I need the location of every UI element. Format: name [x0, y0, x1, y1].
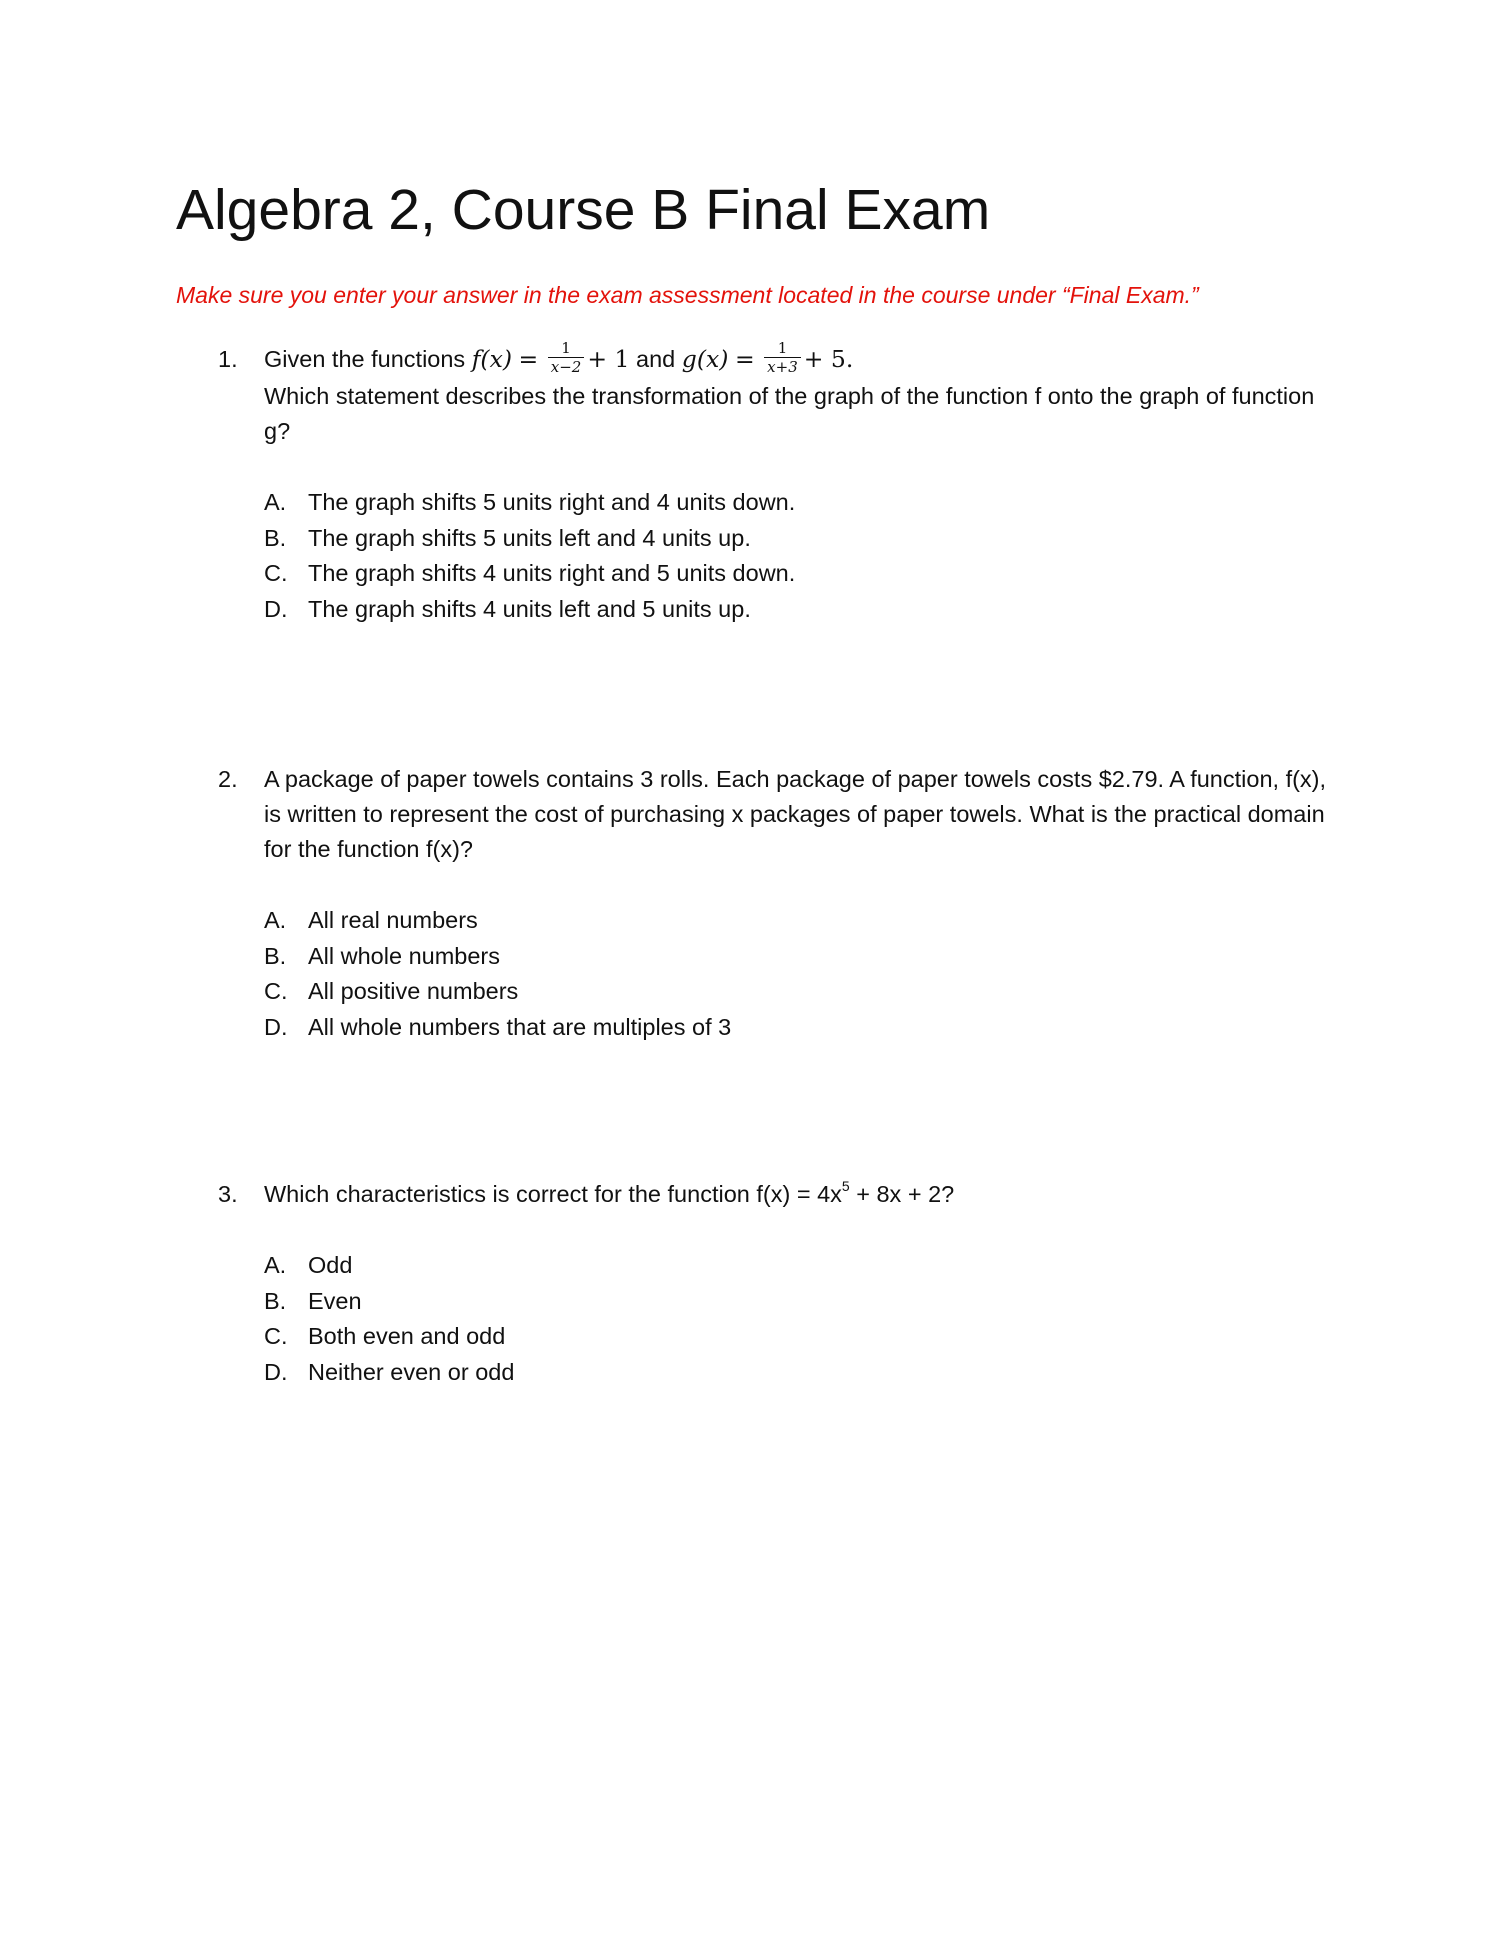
choice-text: Odd	[308, 1252, 353, 1278]
question-number: 3.	[218, 1181, 238, 1207]
choice-item[interactable]	[264, 939, 1338, 975]
question-3	[218, 1177, 1338, 1390]
choice-list	[264, 485, 1338, 627]
choice-letter: A.	[264, 907, 287, 933]
g-var: (x)	[696, 345, 729, 373]
page-title: Algebra 2, Course B Final Exam	[176, 178, 991, 242]
choice-text: The graph shifts 5 units left and 4 units up.	[308, 524, 751, 551]
choice-item[interactable]	[264, 1248, 1338, 1284]
choice-item[interactable]	[264, 592, 1338, 628]
choice-item[interactable]	[264, 1010, 1338, 1046]
choice-item[interactable]	[264, 1355, 1338, 1391]
choice-text: Even	[308, 1287, 362, 1314]
choice-item[interactable]	[264, 521, 1338, 557]
choice-letter: B.	[264, 942, 287, 969]
f-name: f	[471, 345, 481, 373]
choice-letter: C.	[264, 560, 288, 587]
choice-text: All positive numbers	[308, 978, 519, 1004]
g-numerator: 1	[764, 340, 801, 358]
choice-letter: D.	[264, 595, 288, 622]
question-2	[218, 762, 1338, 1045]
choice-item[interactable]	[264, 1319, 1338, 1355]
exam-instruction: Make sure you enter your answer in the exam assessment located in the course under “Final Exam.”	[176, 282, 1199, 308]
question-1	[218, 339, 1338, 627]
exponent: 5	[841, 1178, 850, 1195]
question-1-functions	[264, 339, 1338, 379]
choice-letter: A.	[264, 1252, 287, 1278]
question-number: 2.	[218, 766, 238, 792]
choice-text: All whole numbers that are multiples of 3	[308, 1013, 732, 1040]
f-tail: + 1	[587, 345, 630, 373]
g-name: g	[681, 345, 697, 373]
choice-letter: B.	[264, 1287, 287, 1314]
f-numerator: 1	[548, 340, 585, 358]
question-1-text: Which statement describes the transformation of the graph of the function f onto the graph of function g?	[264, 383, 1315, 445]
choice-item[interactable]	[264, 903, 1338, 939]
choice-letter: A.	[264, 489, 287, 516]
choice-text: Both even and odd	[308, 1323, 506, 1349]
question-lead: Given the functions	[264, 346, 466, 372]
g-tail: + 5.	[803, 345, 854, 373]
g-denominator: x+3	[767, 358, 798, 377]
f-denominator: x−2	[550, 358, 582, 377]
g-fraction	[764, 340, 801, 377]
choice-text: All real numbers	[308, 907, 478, 933]
choice-item[interactable]	[264, 556, 1338, 592]
f-var: (x)	[480, 345, 513, 373]
choice-list	[264, 1248, 1338, 1390]
and-word: and	[636, 346, 676, 372]
choice-text: The graph shifts 5 units right and 4 units down.	[308, 489, 796, 516]
choice-item[interactable]	[264, 485, 1338, 521]
choice-text: Neither even or odd	[308, 1358, 515, 1385]
question-2-text: A package of paper towels contains 3 rolls. Each package of paper towels costs $2.79. A function, f(x), is written to represent the cost of purchasing x packages of paper towels. What is the practical domain for the function f(x)?	[264, 766, 1327, 862]
choice-item[interactable]	[264, 974, 1338, 1010]
choice-text: All whole numbers	[308, 942, 501, 969]
question-3-text-after: + 8x + 2?	[849, 1181, 955, 1207]
f-equals: =	[518, 345, 539, 373]
choice-list	[264, 903, 1338, 1045]
g-equals: =	[734, 345, 755, 373]
choice-letter: B.	[264, 524, 287, 551]
choice-text: The graph shifts 4 units right and 5 units down.	[308, 560, 796, 587]
f-fraction	[548, 340, 585, 377]
choice-letter: D.	[264, 1358, 288, 1385]
choice-letter: C.	[264, 978, 288, 1004]
question-3-text	[264, 1177, 1338, 1212]
choice-letter: D.	[264, 1013, 288, 1040]
choice-letter: C.	[264, 1323, 288, 1349]
question-number: 1.	[218, 346, 238, 372]
choice-text: The graph shifts 4 units left and 5 units up.	[308, 595, 751, 622]
choice-item[interactable]	[264, 1284, 1338, 1320]
question-3-text-before: Which characteristics is correct for the function f(x) = 4x	[264, 1181, 842, 1207]
